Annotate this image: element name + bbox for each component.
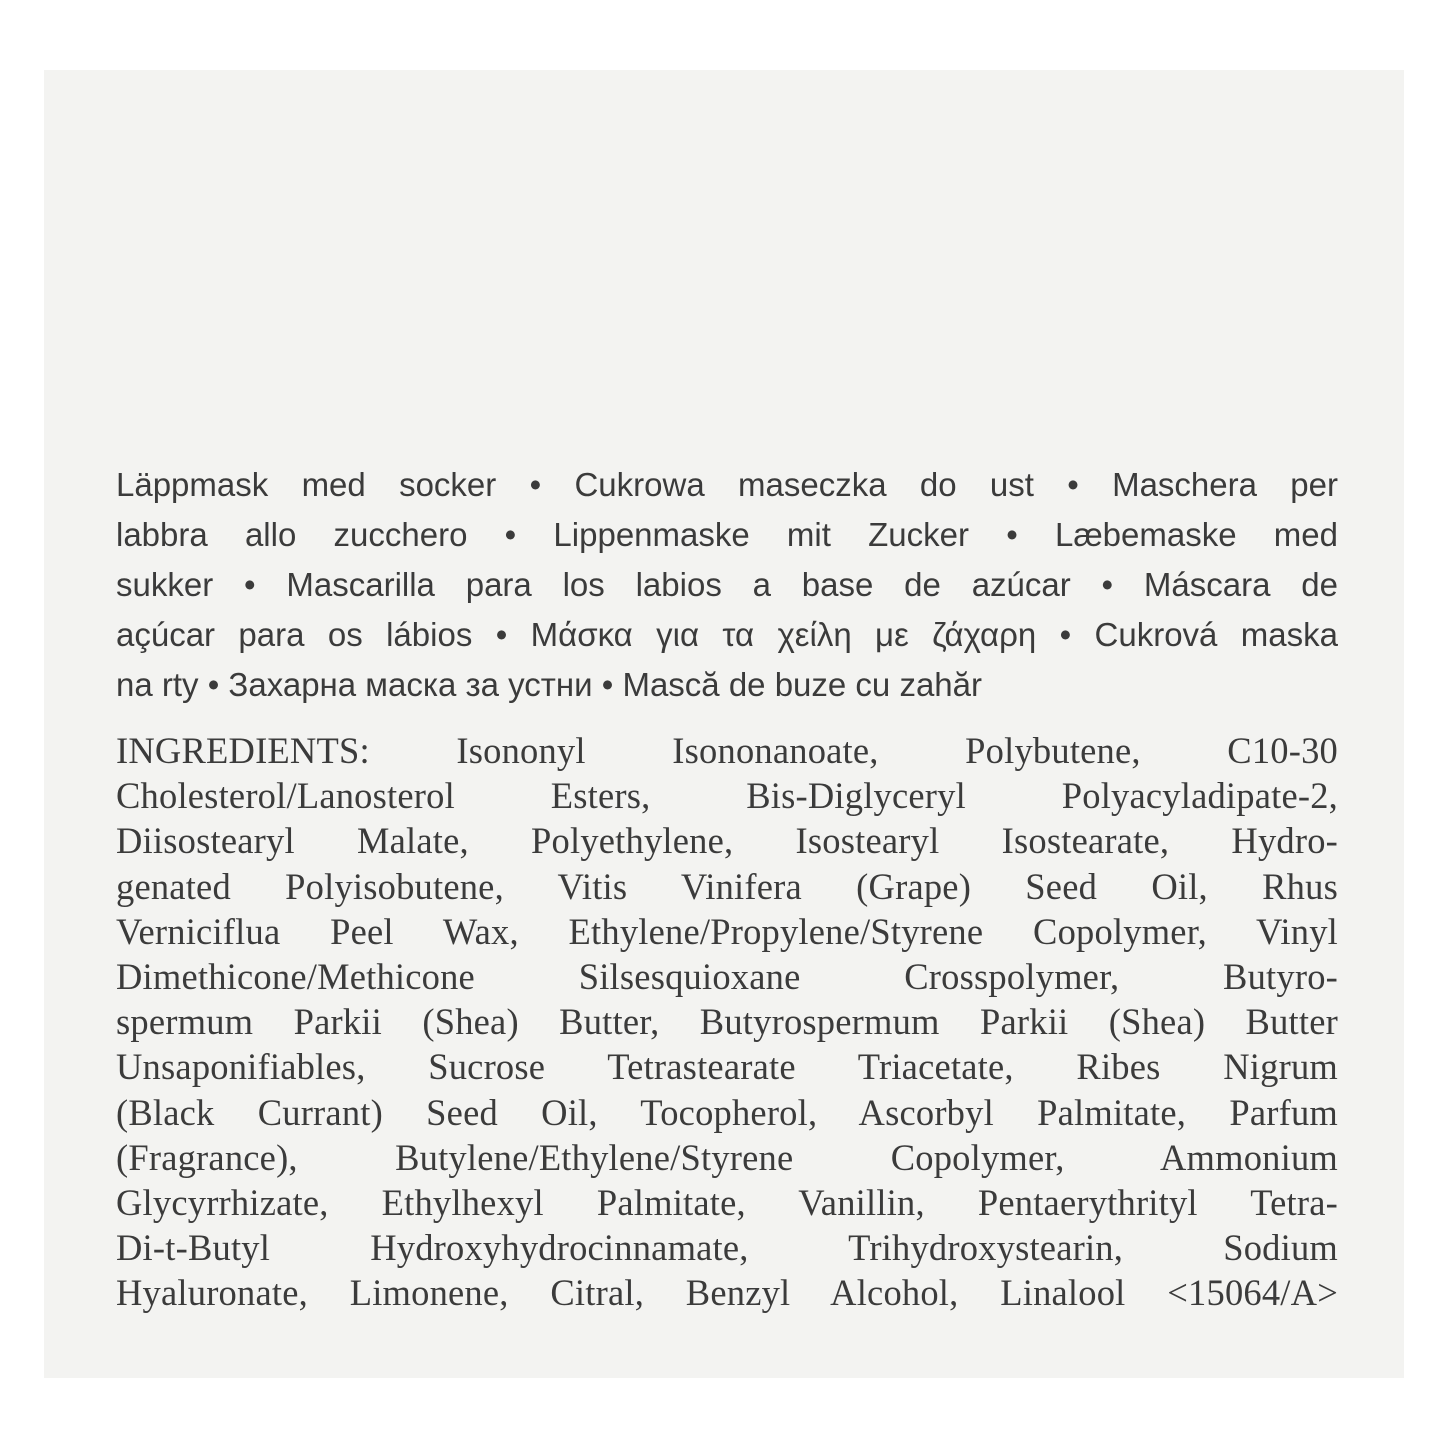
ingredients-line: (Black Currant) Seed Oil, Tocopherol, Ascorbyl Palmitate, Parfum: [116, 1091, 1338, 1133]
product-names-line: Läppmask med socker • Cukrowa maseczka do ust • Maschera per: [116, 466, 1338, 503]
product-names-line: sukker • Mascarilla para los labios a base de azúcar • Máscara de: [116, 566, 1338, 603]
ingredients-line: Cholesterol/Lanosterol Esters, Bis-Diglyceryl Polyacyladipate-2,: [116, 775, 1338, 817]
ingredients-line: Hyaluronate, Limonene, Citral, Benzyl Alcohol, Linalool <15064/A>: [116, 1272, 1338, 1314]
ingredients-list: [116, 728, 1338, 1316]
ingredients-line: Unsaponifiables, Sucrose Tetrastearate Triacetate, Ribes Nigrum: [116, 1046, 1338, 1088]
product-names-line: labbra allo zucchero • Lippenmaske mit Zucker • Læbemaske med: [116, 516, 1338, 553]
ingredients-line: Diisostearyl Malate, Polyethylene, Isostearyl Isostearate, Hydro-: [116, 820, 1338, 862]
product-names-line: açúcar para os lábios • Μάσκα για τα χείλη με ζάχαρη • Cukrová maska: [116, 616, 1338, 653]
ingredients-line: INGREDIENTS: Isononyl Isononanoate, Polybutene, C10-30: [116, 730, 1338, 771]
ingredients-line: (Fragrance), Butylene/Ethylene/Styrene Copolymer, Ammonium: [116, 1136, 1338, 1178]
ingredients-line: Di-t-Butyl Hydroxyhydrocinnamate, Trihydroxystearin, Sodium: [116, 1227, 1338, 1269]
ingredients-line: genated Polyisobutene, Vitis Vinifera (Grape) Seed Oil, Rhus: [116, 865, 1338, 907]
product-names-line: na rty • Захарна маска за устни • Mască de buze cu zahăr: [116, 666, 982, 703]
ingredients-line: Dimethicone/Methicone Silsesquioxane Crosspolymer, Butyro-: [116, 956, 1338, 998]
ingredients-line: Verniciflua Peel Wax, Ethylene/Propylene/Styrene Copolymer, Vinyl: [116, 910, 1338, 952]
ingredients-line: Glycyrrhizate, Ethylhexyl Palmitate, Vanillin, Pentaerythrityl Tetra-: [116, 1182, 1338, 1224]
product-names-multilingual: [116, 460, 1338, 710]
ingredients-line: spermum Parkii (Shea) Butter, Butyrospermum Parkii (Shea) Butter: [116, 1001, 1338, 1043]
